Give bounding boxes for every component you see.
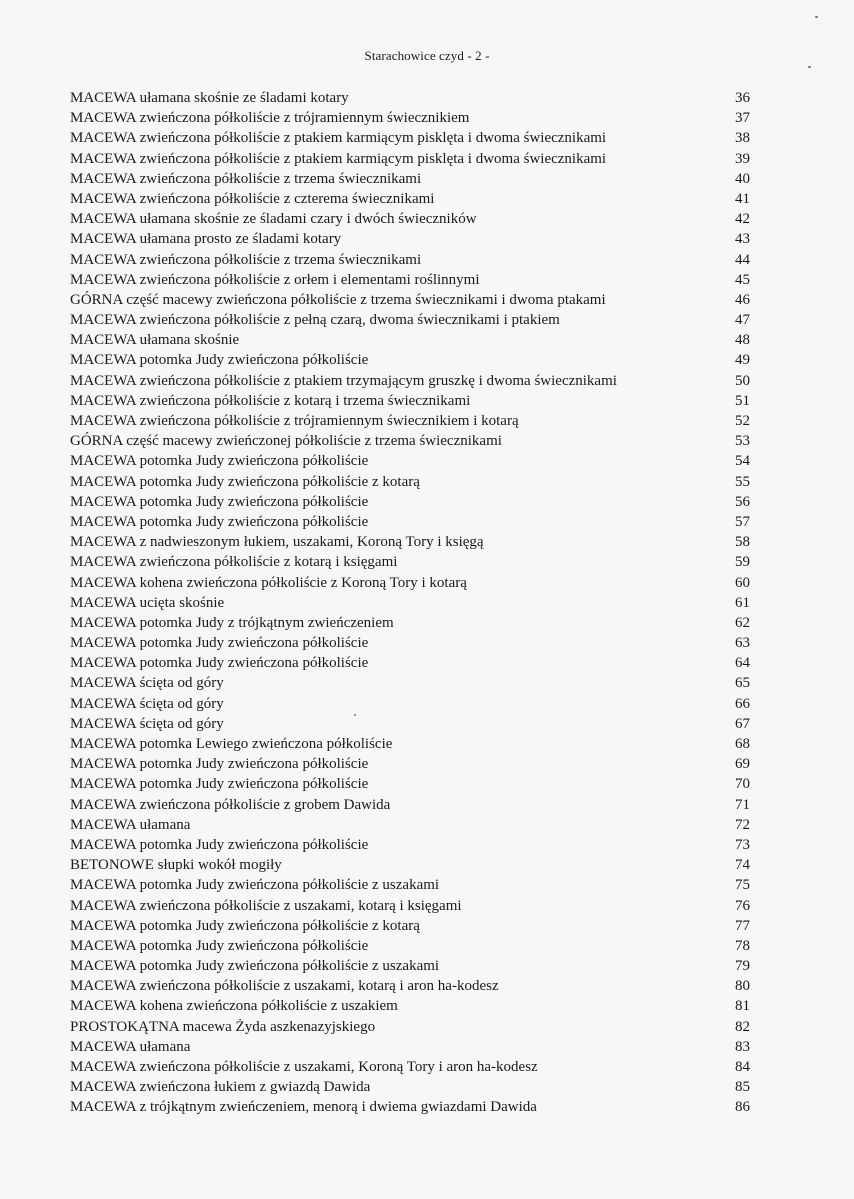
entry-number: 64 — [735, 655, 750, 672]
entry-description: MACEWA potomka Judy zwieńczona półkoliście — [70, 655, 369, 672]
entry-description: MACEWA ułamana skośnie ze śladami czary i dwóch świeczników — [70, 211, 477, 228]
list-item — [70, 552, 750, 572]
entry-number: 37 — [735, 110, 750, 127]
entry-number: 39 — [735, 150, 750, 167]
list-item — [70, 512, 750, 532]
page-header: Starachowice czyd - 2 - — [364, 48, 490, 63]
entry-number: 38 — [735, 130, 750, 147]
list-item — [70, 956, 750, 976]
list-item — [70, 896, 750, 916]
list-item — [70, 573, 750, 593]
entry-number: 81 — [735, 998, 750, 1015]
list-item — [70, 532, 750, 552]
entry-number: 42 — [735, 211, 750, 228]
entry-description: MACEWA potomka Judy zwieńczona półkoliście — [70, 453, 369, 470]
list-item — [70, 149, 750, 169]
entry-number: 56 — [735, 493, 750, 510]
entry-description: MACEWA zwieńczona półkoliście z trójramiennym świecznikiem — [70, 110, 470, 127]
entry-number: 45 — [735, 271, 750, 288]
entry-number: 67 — [735, 715, 750, 732]
list-item — [70, 613, 750, 633]
scan-speck — [808, 66, 811, 68]
entry-number: 62 — [735, 614, 750, 631]
entry-number: 50 — [735, 372, 750, 389]
list-item — [70, 209, 750, 229]
entry-number: 84 — [735, 1059, 750, 1075]
entry-description: MACEWA zwieńczona półkoliście z grobem Dawida — [70, 796, 391, 813]
entry-number: 49 — [735, 352, 750, 369]
entry-number: 69 — [735, 756, 750, 773]
entry-description: MACEWA potomka Judy zwieńczona półkoliście — [70, 493, 369, 510]
entry-number: 68 — [735, 736, 750, 752]
entry-description: GÓRNA część macewy zwieńczona półkoliście z trzema świecznikami i dwoma ptakami — [70, 291, 606, 308]
list-item — [70, 1077, 750, 1097]
entry-number: 71 — [735, 796, 750, 813]
entry-description: MACEWA potomka Judy zwieńczona półkoliście — [70, 836, 369, 853]
entry-description: MACEWA potomka Lewiego zwieńczona półkoliście — [70, 736, 393, 752]
list-item — [70, 774, 750, 794]
list-item — [70, 108, 750, 128]
entry-description: MACEWA potomka Judy zwieńczona półkoliście — [70, 937, 369, 954]
entry-number: 76 — [735, 897, 750, 914]
list-item — [70, 270, 750, 290]
list-item — [70, 492, 750, 512]
entry-description: MACEWA zwieńczona półkoliście z trzema świecznikami — [70, 170, 422, 187]
entry-list — [70, 88, 750, 1118]
list-item — [70, 250, 750, 270]
entry-description: MACEWA ułamana prosto ze śladami kotary — [70, 231, 342, 248]
entry-number: 40 — [735, 170, 750, 187]
entry-number: 41 — [735, 190, 750, 207]
entry-number: 83 — [735, 1038, 750, 1055]
list-item — [70, 633, 750, 653]
entry-description: MACEWA ułamana — [70, 1038, 191, 1055]
entry-description: MACEWA zwieńczona półkoliście z kotarą i księgami — [70, 554, 398, 571]
entry-number: 47 — [735, 312, 750, 329]
list-item — [70, 1097, 750, 1117]
list-item — [70, 431, 750, 451]
list-item — [70, 472, 750, 492]
entry-number: 75 — [735, 877, 750, 894]
entry-number: 72 — [735, 816, 750, 833]
entry-description: MACEWA zwieńczona półkoliście z uszakami, kotarą i księgami — [70, 897, 462, 914]
entry-description: MACEWA zwieńczona półkoliście z ptakiem karmiącym pisklęta i dwoma świecznikami — [70, 130, 607, 147]
entry-description: MACEWA kohena zwieńczona półkoliście z Koroną Tory i kotarą — [70, 574, 467, 591]
entry-number: 77 — [735, 917, 750, 934]
entry-description: PROSTOKĄTNA macewa Żyda aszkenazyjskiego — [70, 1018, 376, 1035]
list-item — [70, 835, 750, 855]
entry-description: MACEWA zwieńczona półkoliście z ptakiem trzymającym gruszkę i dwoma świecznikami — [70, 372, 617, 389]
list-item — [70, 855, 750, 875]
list-item — [70, 169, 750, 189]
entry-description: MACEWA z trójkątnym zwieńczeniem, menorą i dwiema gwiazdami Dawida — [70, 1099, 537, 1116]
entry-description: MACEWA potomka Judy zwieńczona półkoliście — [70, 352, 369, 369]
list-item — [70, 451, 750, 471]
entry-description: MACEWA potomka Judy zwieńczona półkoliście z kotarą — [70, 473, 420, 490]
entry-description: MACEWA potomka Judy zwieńczona półkoliście — [70, 756, 369, 773]
entry-number: 85 — [735, 1079, 750, 1096]
list-item — [70, 1057, 750, 1077]
list-item — [70, 714, 750, 734]
entry-number: 74 — [735, 857, 750, 874]
entry-description: MACEWA ułamana skośnie ze śladami kotary — [70, 90, 349, 106]
list-item — [70, 815, 750, 835]
list-item — [70, 330, 750, 350]
entry-description: GÓRNA część macewy zwieńczonej półkoliście z trzema świecznikami — [70, 433, 502, 450]
entry-number: 73 — [735, 836, 750, 853]
list-item — [70, 350, 750, 370]
entry-number: 60 — [735, 574, 750, 591]
list-item — [70, 754, 750, 774]
entry-number: 66 — [735, 695, 750, 712]
list-item — [70, 411, 750, 431]
list-item — [70, 976, 750, 996]
entry-description: MACEWA potomka Judy z trójkątnym zwieńczeniem — [70, 614, 394, 631]
entry-number: 57 — [735, 513, 750, 530]
list-item — [70, 229, 750, 249]
entry-description: MACEWA potomka Judy zwieńczona półkoliście — [70, 776, 369, 793]
list-item — [70, 1037, 750, 1057]
list-item — [70, 795, 750, 815]
list-item — [70, 875, 750, 895]
entry-number: 80 — [735, 978, 750, 995]
entry-number: 54 — [735, 453, 750, 470]
entry-description: MACEWA ścięta od góry — [70, 695, 224, 712]
entry-number: 44 — [735, 251, 750, 268]
entry-number: 52 — [735, 413, 750, 429]
entry-description: MACEWA potomka Judy zwieńczona półkoliście z kotarą — [70, 917, 420, 934]
entry-number: 70 — [735, 776, 750, 793]
list-item — [70, 673, 750, 693]
entry-number: 55 — [735, 473, 750, 490]
list-item — [70, 290, 750, 310]
entry-description: MACEWA zwieńczona półkoliście z kotarą i trzema świecznikami — [70, 392, 471, 409]
entry-description: MACEWA ułamana — [70, 816, 191, 833]
entry-description: MACEWA zwieńczona półkoliście z czterema świecznikami — [70, 190, 435, 207]
entry-description: MACEWA zwieńczona półkoliście z trzema świecznikami — [70, 251, 422, 268]
list-item — [70, 310, 750, 330]
entry-description: MACEWA zwieńczona półkoliście z ptakiem karmiącym pisklęta i dwoma świecznikami — [70, 150, 607, 167]
entry-number: 48 — [735, 332, 750, 349]
entry-description: MACEWA zwieńczona półkoliście z uszakami, kotarą i aron ha-kodesz — [70, 978, 499, 995]
entry-number: 58 — [735, 534, 750, 551]
scan-speck — [815, 16, 818, 18]
list-item — [70, 1017, 750, 1037]
list-item — [70, 734, 750, 754]
list-item — [70, 996, 750, 1016]
list-item — [70, 128, 750, 148]
scan-speck — [354, 714, 356, 716]
list-item — [70, 653, 750, 673]
list-item — [70, 391, 750, 411]
entry-description: MACEWA zwieńczona półkoliście z trójramiennym świecznikiem i kotarą — [70, 413, 519, 429]
entry-description: MACEWA kohena zwieńczona półkoliście z uszakiem — [70, 998, 398, 1015]
entry-description: MACEWA potomka Judy zwieńczona półkoliście — [70, 513, 369, 530]
entry-number: 82 — [735, 1018, 750, 1035]
list-item — [70, 88, 750, 108]
entry-number: 61 — [735, 594, 750, 611]
entry-description: MACEWA ułamana skośnie — [70, 332, 240, 349]
entry-description: MACEWA potomka Judy zwieńczona półkoliście z uszakami — [70, 877, 440, 894]
entry-number: 86 — [735, 1099, 750, 1116]
entry-number: 46 — [735, 291, 750, 308]
entry-description: MACEWA ścięta od góry — [70, 715, 224, 732]
entry-description: MACEWA potomka Judy zwieńczona półkoliście z uszakami — [70, 958, 440, 975]
list-item — [70, 916, 750, 936]
entry-description: MACEWA ścięta od góry — [70, 675, 224, 692]
entry-description: MACEWA zwieńczona półkoliście z uszakami, Koroną Tory i aron ha-kodesz — [70, 1059, 538, 1075]
entry-number: 36 — [735, 90, 750, 106]
entry-description: MACEWA potomka Judy zwieńczona półkoliście — [70, 635, 369, 652]
entry-description: MACEWA z nadwieszonym łukiem, uszakami, Koroną Tory i księgą — [70, 534, 484, 551]
entry-description: MACEWA zwieńczona półkoliście z pełną czarą, dwoma świecznikami i ptakiem — [70, 312, 560, 329]
entry-number: 53 — [735, 433, 750, 450]
entry-number: 51 — [735, 392, 750, 409]
entry-number: 63 — [735, 635, 750, 652]
list-item — [70, 189, 750, 209]
entry-number: 65 — [735, 675, 750, 692]
entry-number: 78 — [735, 937, 750, 954]
list-item — [70, 371, 750, 391]
list-item — [70, 694, 750, 714]
entry-number: 79 — [735, 958, 750, 975]
entry-number: 59 — [735, 554, 750, 571]
entry-description: MACEWA ucięta skośnie — [70, 594, 225, 611]
entry-number: 43 — [735, 231, 750, 248]
entry-description: MACEWA zwieńczona łukiem z gwiazdą Dawida — [70, 1079, 371, 1096]
list-item — [70, 593, 750, 613]
entry-description: BETONOWE słupki wokół mogiły — [70, 857, 282, 874]
list-item — [70, 936, 750, 956]
entry-description: MACEWA zwieńczona półkoliście z orłem i elementami roślinnymi — [70, 271, 480, 288]
